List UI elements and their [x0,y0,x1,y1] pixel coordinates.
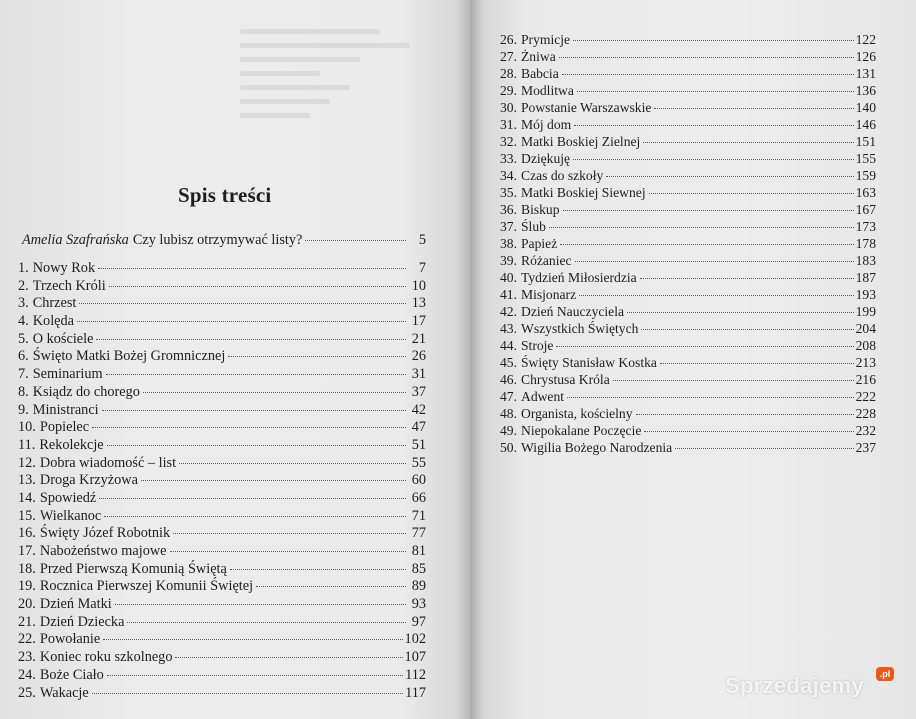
leader-dots [106,374,406,375]
toc-entry [500,338,876,355]
leader-dots [92,427,406,428]
entry-number: 45. [500,355,517,370]
toc-entry [500,49,876,66]
entry-title: Mój dom [521,117,572,132]
entry-page: 51 [411,436,426,453]
toc-entry [18,455,426,473]
entry-number: 21. [18,613,36,630]
entry-page: 66 [411,489,426,506]
entry-page: 163 [855,185,876,200]
toc-entry [500,32,876,49]
entry-page: 237 [855,440,876,455]
entry-title: Dzień Dziecka [39,613,125,630]
entry-number: 19. [18,578,36,595]
entry-title: Ministranci [32,401,99,418]
entry-title: Adwent [521,389,565,404]
entry-title: Misjonarz [521,287,577,302]
entry-number: 25. [18,684,36,701]
toc-entry [18,402,426,420]
entry-number: 43. [500,321,517,336]
entry-number: 31. [500,117,517,132]
leader-dots [256,586,406,587]
entry-title: Dobra wiadomość – list [39,454,177,471]
leader-dots [230,569,406,570]
entry-number: 7. [18,366,29,383]
toc-entry [18,685,426,703]
entry-page: 55 [411,454,426,471]
entry-title: Popielec [39,419,90,436]
intro-author: Amelia Szafrańska [22,232,129,248]
leader-dots [654,108,853,109]
toc-entry [18,278,426,296]
leader-dots [574,125,853,126]
entry-page: 85 [411,560,426,577]
toc-entry [18,508,426,526]
toc-entry [18,525,426,543]
toc-entry [500,321,876,338]
toc-entry [500,168,876,185]
entry-number: 6. [18,348,29,365]
toc-entry [500,389,876,406]
entry-title: Żniwa [521,49,556,64]
leader-dots [559,57,854,58]
entry-number: 37. [500,219,517,234]
entry-number: 16. [18,525,36,542]
entry-title: Chrystusa Króla [521,372,610,387]
leader-dots [175,657,402,658]
entry-number: 34. [500,168,517,183]
entry-title: Rocznica Pierwszej Komunii Świętej [39,578,254,595]
leader-dots [563,210,854,211]
entry-number: 1. [18,260,29,276]
entry-page: 159 [855,168,876,183]
entry-title: Wszystkich Świętych [521,321,639,336]
toc-entry [500,134,876,151]
entry-page: 131 [855,66,876,81]
entry-number: 22. [18,631,36,648]
entry-number: 18. [18,560,36,577]
toc-entry [500,83,876,100]
toc-entry [18,667,426,685]
entry-number: 41. [500,287,517,302]
entry-number: 23. [18,649,36,666]
toc-entry [500,423,876,440]
entry-title: Nabożeństwo majowe [39,543,167,559]
bleed-through-text [240,20,440,170]
entry-title: Czas do szkoły [521,168,604,183]
leader-dots [170,551,406,552]
leader-dots [627,312,854,313]
entry-title: Dzień Matki [39,596,112,613]
leader-dots [575,261,854,262]
entry-page: 228 [855,406,876,421]
leader-dots [96,339,406,340]
entry-page: 77 [411,525,426,542]
entry-page: 42 [411,401,426,418]
entry-page: 216 [855,372,876,387]
entry-page: 167 [855,202,876,217]
leader-dots [579,295,853,296]
leader-dots [613,380,854,381]
entry-number: 24. [18,666,36,683]
leader-dots [107,445,406,446]
toc-entry [500,287,876,304]
toc-entry [500,66,876,83]
entry-page: 140 [855,100,876,115]
entry-page: 146 [855,117,876,132]
entry-title: Kolęda [32,313,75,330]
entry-page: 81 [411,543,426,559]
leader-dots [107,675,403,676]
entry-title: Matki Boskiej Siewnej [521,185,646,200]
entry-number: 38. [500,236,517,251]
entry-title: Organista, kościelny [521,406,633,421]
leader-dots [179,463,406,464]
entry-title: Różaniec [521,253,572,268]
entry-number: 50. [500,440,517,455]
entry-page: 204 [855,321,876,336]
entry-title: Święty Stanisław Kostka [521,355,657,370]
toc-entry [500,219,876,236]
entry-page: 37 [411,383,426,400]
entry-number: 26. [500,32,517,47]
entry-number: 33. [500,151,517,166]
toc-entry [18,614,426,632]
entry-title: Seminarium [32,366,103,383]
toc-entry [18,260,426,278]
entry-title: Papież [521,236,558,251]
entry-number: 35. [500,185,517,200]
entry-title: Trzech Króli [32,277,106,294]
entry-number: 13. [18,472,36,489]
leader-dots [103,639,402,640]
entry-title: Droga Krzyżowa [39,472,138,489]
leader-dots [560,244,853,245]
toc-entry [18,331,426,349]
entry-number: 14. [18,489,36,506]
leader-dots [640,278,854,279]
leader-dots [660,363,854,364]
leader-dots [644,431,853,432]
leader-dots [127,622,406,623]
entry-number: 49. [500,423,517,438]
toc-entry [500,355,876,372]
leader-dots [606,176,853,177]
toc-entry [500,100,876,117]
entry-page: 155 [855,151,876,166]
entry-number: 47. [500,389,517,404]
toc-entry [500,202,876,219]
leader-dots [104,516,406,517]
entry-number: 12. [18,454,36,471]
entry-page: 21 [411,330,426,347]
entry-title: Powstanie Warszawskie [521,100,652,115]
intro-page: 5 [418,232,426,248]
toc-entry [18,437,426,455]
entry-number: 29. [500,83,517,98]
entry-title: Dzień Nauczyciela [521,304,625,319]
leader-dots [636,414,854,415]
leader-dots [573,159,854,160]
entry-page: 122 [855,32,876,47]
entry-title: O kościele [32,330,94,347]
entry-page: 13 [411,295,426,312]
entry-number: 42. [500,304,517,319]
entry-page: 173 [855,219,876,234]
entry-page: 17 [411,313,426,330]
entry-page: 126 [855,49,876,64]
entry-title: Przed Pierwszą Komunią Świętą [39,560,227,577]
entry-number: 44. [500,338,517,353]
entry-title: Ksiądz do chorego [32,383,140,400]
leader-dots [77,321,406,322]
entry-page: 193 [855,287,876,302]
leader-dots [643,142,853,143]
toc-entry [500,270,876,287]
leader-dots [99,498,406,499]
entry-page: 10 [411,277,426,294]
entry-number: 17. [18,543,36,559]
entry-title: Spowiedź [39,489,97,506]
watermark-text: Sprzedajemy [725,673,865,698]
entry-title: Stroje [521,338,554,353]
toc-entry [18,561,426,579]
entry-number: 48. [500,406,517,421]
toc-entry [18,543,426,561]
entry-title: Wigilia Bożego Narodzenia [521,440,673,455]
entry-title: Prymicje [521,32,571,47]
entry-page: 93 [411,596,426,613]
leader-dots [675,448,853,449]
toc-entry [500,304,876,321]
entry-number: 40. [500,270,517,285]
toc-entry [500,406,876,423]
entry-title: Niepokalane Poczęcie [521,423,642,438]
entry-page: 208 [855,338,876,353]
entry-number: 39. [500,253,517,268]
leader-dots [109,286,406,287]
entry-page: 222 [855,389,876,404]
entry-number: 10. [18,419,36,436]
entry-number: 15. [18,507,36,524]
entry-number: 27. [500,49,517,64]
entry-title: Wakacje [39,684,89,701]
entry-page: 151 [855,134,876,149]
entry-title: Babcia [521,66,559,81]
page-title: Spis treści [178,183,272,207]
entry-number: 46. [500,372,517,387]
leader-dots [79,303,406,304]
entry-number: 32. [500,134,517,149]
leader-dots [573,40,854,41]
leader-dots [567,397,854,398]
toc-entry [18,631,426,649]
entry-page: 178 [855,236,876,251]
entry-title: Dziękuję [521,151,571,166]
toc-entry [18,295,426,313]
entry-number: 4. [18,313,29,330]
entry-page: 232 [855,423,876,438]
toc-entry [18,490,426,508]
entry-title: Biskup [521,202,560,217]
entry-page: 187 [855,270,876,285]
entry-page: 213 [855,355,876,370]
entry-title: Modlitwa [521,83,574,98]
entry-title: Święto Matki Bożej Gromnicznej [32,348,226,365]
toc-entry [500,117,876,134]
entry-number: 2. [18,277,29,294]
toc-entry [500,151,876,168]
entry-title: Nowy Rok [32,260,96,276]
leader-dots [92,693,403,694]
leader-dots [173,533,406,534]
entry-page: 60 [411,472,426,489]
entry-page: 7 [418,260,426,276]
leader-dots [143,392,406,393]
toc-entry [18,366,426,384]
toc-entry [18,472,426,490]
toc-entry [500,185,876,202]
entry-title: Boże Ciało [39,666,104,683]
entry-page: 47 [411,419,426,436]
entry-number: 3. [18,295,29,312]
leader-dots [98,268,406,269]
entry-page: 183 [855,253,876,268]
entry-title: Chrzest [32,295,77,312]
toc-entry [18,419,426,437]
leader-dots [115,604,406,605]
toc-entry [18,348,426,366]
toc-entry [18,649,426,667]
entry-page: 71 [411,507,426,524]
toc-entry [500,236,876,253]
toc-list-right [500,32,876,457]
entry-page: 97 [411,613,426,630]
entry-number: 11. [18,436,36,453]
toc-list-left [18,260,426,702]
toc-intro-entry [22,232,426,250]
entry-page: 136 [855,83,876,98]
leader-dots [577,91,854,92]
toc-entry [18,578,426,596]
entry-title: Wielkanoc [39,507,102,524]
leader-dots [141,480,406,481]
leader-dots [556,346,853,347]
leader-dots [641,329,853,330]
entry-number: 9. [18,401,29,418]
entry-page: 89 [411,578,426,595]
leader-dots [305,240,406,241]
entry-title: Rekolekcje [39,436,104,453]
entry-number: 8. [18,383,29,400]
leader-dots [228,356,406,357]
toc-entry [500,372,876,389]
entry-title: Koniec roku szkolnego [39,649,173,666]
toc-entry [18,384,426,402]
toc-entry [18,313,426,331]
toc-entry [18,596,426,614]
leader-dots [562,74,854,75]
entry-page: 117 [405,684,426,701]
entry-number: 28. [500,66,517,81]
entry-title: Ślub [521,219,546,234]
entry-page: 107 [404,649,426,666]
toc-entry [500,253,876,270]
leader-dots [649,193,854,194]
entry-number: 20. [18,596,36,613]
entry-title: Powołanie [39,631,101,648]
toc-entry [500,440,876,457]
leader-dots [102,410,406,411]
entry-page: 31 [411,366,426,383]
entry-page: 112 [405,666,426,683]
right-page [470,0,916,719]
entry-title: Święty Józef Robotnik [39,525,171,542]
entry-number: 36. [500,202,517,217]
entry-title: Matki Boskiej Zielnej [521,134,641,149]
entry-number: 5. [18,330,29,347]
entry-number: 30. [500,100,517,115]
watermark-badge: .pl [876,667,894,681]
entry-page: 26 [411,348,426,365]
entry-page: 199 [855,304,876,319]
intro-label: Czy lubisz otrzymywać listy? [132,232,303,248]
leader-dots [549,227,854,228]
entry-title: Tydzień Miłosierdzia [521,270,637,285]
entry-page: 102 [404,631,426,648]
